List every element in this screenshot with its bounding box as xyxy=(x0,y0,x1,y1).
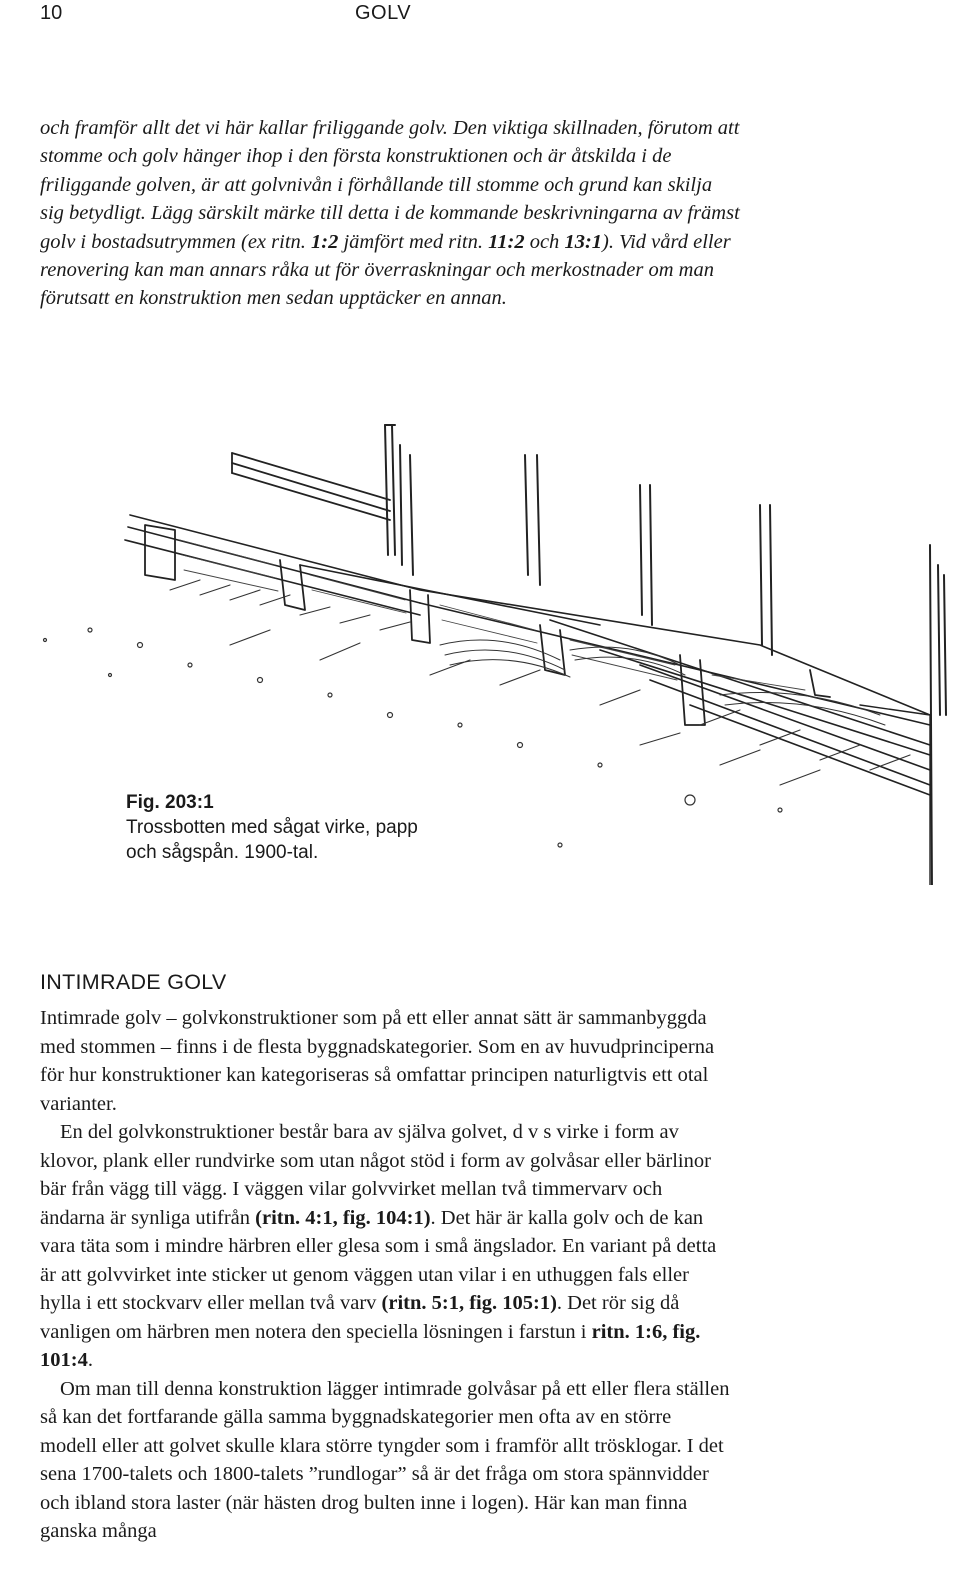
drawing-reference: (ritn. 4:1, fig. 104:1) xyxy=(255,1206,431,1229)
figure-caption xyxy=(126,790,418,865)
paragraph-text: En del golvkonstruktioner består bara av själva golvet, d v s virke i form av klovor, plank eller rundvirke som utan något stöd i form av golvåsar eller bärlinor bär från vägg till vägg. I väggen vilar golvvirket mellan två timmervarv och ändarna är synliga utifrån xyxy=(40,1121,711,1229)
page-number: 10 xyxy=(40,2,63,24)
paragraph xyxy=(40,1118,730,1375)
intro-text: och xyxy=(524,230,565,253)
intro-paragraph xyxy=(40,114,740,313)
floor-construction-drawing xyxy=(0,415,960,885)
body-text xyxy=(40,1004,730,1546)
section-heading: INTIMRADE GOLV xyxy=(40,970,227,994)
running-title: GOLV xyxy=(355,2,412,24)
drawing-reference: (ritn. 5:1, fig. 105:1) xyxy=(381,1292,557,1314)
page-header xyxy=(0,0,960,30)
paragraph-text: . xyxy=(87,1349,93,1371)
paragraph-text: . Det här är kalla golv och de kan vara täta som i mindre härbren eller glesa som i små ängslador. En variant på detta är att golvvirket inte sticker ut genom väggen utan vilar i en uthuggen fals eller hylla i ett stockvarv eller mellan två varv xyxy=(40,1206,717,1314)
drawing-reference: 1:2 xyxy=(311,230,339,253)
paragraph: Intimrade golv – golvkonstruktioner som på ett eller annat sätt är sammanbyggda med stommen – finns i de flesta byggnadskategorier. Som en av huvudprinciperna för hur konstruktioner kan kategoriseras så omfattar principen naturligtvis ett otal varianter. xyxy=(40,1007,715,1115)
intro-text: ). Vid vård eller renovering kan man annars råka ut för överraskningar och merkostnader om man förutsatt en konstruktion men sedan upptäcker en annan. xyxy=(40,230,731,310)
intro-text: jämfört med ritn. xyxy=(338,230,489,253)
drawing-reference: 13:1 xyxy=(564,230,603,253)
figure-caption-line: och sågspån. 1900-tal. xyxy=(126,842,319,863)
figure-number: Fig. 203:1 xyxy=(126,792,214,813)
figure-caption-line: Trossbotten med sågat virke, papp xyxy=(126,817,418,838)
drawing-reference: 11:2 xyxy=(488,230,525,253)
paragraph-text: . Det rör sig då vanligen om härbren men notera den speciella lösningen i farstun i xyxy=(40,1292,680,1343)
drawing-reference: ritn. 1:6, fig. 101:4 xyxy=(40,1320,701,1371)
intro-text: och framför allt det vi här kallar friliggande golv. Den viktiga skillnaden, förutom att stomme och golv hänger ihop i den första konstruktionen och är åtskilda i de friliggande golven, är att golvnivån i förhållande till stomme och grund kan skilja sig betydligt. Lägg särskilt märke till detta i de kommande beskrivningarna av främst golv i bostadsutrymmen (ex ritn. xyxy=(40,117,740,253)
paragraph: Om man till denna konstruktion lägger intimrade golvåsar på ett eller flera ställen så kan det fortfarande gälla samma byggnadskategorier men ofta av en större modell eller att golvet skulle klara större tyngder som i framför allt trösklogar. I det sena 1700-talets och 1800-talets ”rundlogar” så är det fråga om stora spännvidder och ibland stora laster (när hästen drog bulten inne i logen). Här kan man finna ganska många xyxy=(40,1377,730,1542)
